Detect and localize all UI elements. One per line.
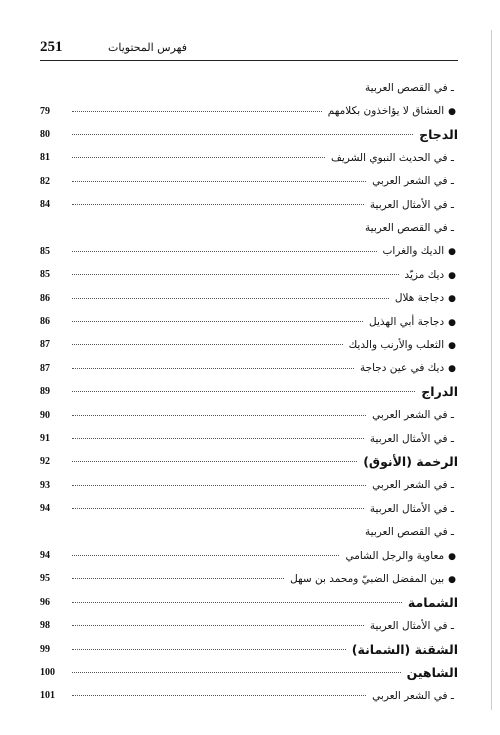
toc-bullet-item — [40, 357, 458, 380]
bullet-icon: ● — [448, 340, 456, 351]
dot-leader — [72, 625, 364, 626]
toc-bullet-item — [40, 567, 458, 590]
toc-entry-label — [290, 573, 456, 585]
toc-page-number: 84 — [40, 199, 50, 211]
dot-leader — [72, 672, 401, 673]
dot-leader — [72, 461, 357, 462]
toc-entry-text: ديك مزيّد — [404, 268, 445, 281]
toc-page-number: 90 — [40, 409, 50, 421]
toc-entry-label: ـ في الأمثال العربية — [369, 432, 454, 445]
dot-leader — [72, 438, 364, 439]
toc-subentry — [40, 474, 458, 497]
bullet-icon: ● — [448, 247, 456, 258]
bullet-icon: ● — [448, 551, 456, 562]
dot-leader — [72, 485, 366, 486]
toc-entry-label: ـ في الأمثال العربية — [369, 502, 454, 515]
toc-bullet-item — [40, 544, 458, 567]
page-number: 251 — [40, 39, 63, 55]
toc-entry-label: ـ في القصص العربية — [365, 222, 454, 235]
toc-page-number: 94 — [40, 550, 50, 561]
toc-subentry — [40, 520, 458, 543]
page-header — [40, 38, 458, 61]
toc-subentry — [40, 170, 458, 193]
toc-entry-label: ـ في القصص العربية — [365, 526, 454, 539]
toc-subentry — [40, 614, 458, 637]
toc-entry-label: ـ في الشعر العربي — [372, 409, 454, 422]
toc-heading — [40, 591, 458, 614]
toc-subentry — [40, 146, 458, 169]
toc-entry-label: ـ في الأمثال العربية — [369, 619, 454, 632]
dot-leader — [72, 134, 413, 135]
toc-page-number: 94 — [40, 503, 50, 515]
dot-leader — [72, 321, 363, 322]
toc-subentry — [40, 497, 458, 520]
toc-bullet-item — [40, 240, 458, 263]
toc-entry-text: الديك والغراب — [382, 245, 445, 258]
toc-page-number: 98 — [40, 620, 50, 632]
dot-leader — [72, 578, 284, 579]
toc-page-number: 85 — [40, 245, 50, 257]
toc-subentry — [40, 193, 458, 216]
toc-page-number: 95 — [40, 573, 50, 585]
toc-entry-label — [328, 105, 456, 117]
toc-page-number: 101 — [40, 690, 55, 702]
toc-entry-label — [369, 316, 456, 328]
dot-leader — [72, 649, 346, 650]
toc-entry-label: ـ في الشعر العربي — [372, 175, 454, 188]
dot-leader — [72, 368, 354, 369]
dot-leader — [72, 157, 325, 158]
dot-leader — [72, 204, 364, 205]
dot-leader — [72, 274, 399, 275]
toc-page-number: 79 — [40, 105, 50, 117]
toc-subentry — [40, 76, 458, 99]
bullet-icon: ● — [448, 107, 456, 118]
dot-leader — [72, 555, 339, 556]
dot-leader — [72, 344, 343, 345]
toc-entry-label: الدجاج — [419, 126, 458, 142]
toc-entry-text: الثعلب والأرنب والديك — [348, 338, 445, 351]
toc-bullet-item — [40, 287, 458, 310]
toc-entry-text: بين المفضل الضبيّ ومحمد بن سهل — [290, 572, 445, 585]
toc-page-number: 86 — [40, 316, 50, 328]
toc-entry-label: الدراج — [421, 384, 458, 400]
toc-page-number: 93 — [40, 479, 50, 491]
toc-heading — [40, 450, 458, 473]
dot-leader — [72, 602, 402, 603]
page-edge — [487, 30, 492, 710]
dot-leader — [72, 298, 389, 299]
toc-page-number: 80 — [40, 128, 50, 140]
toc-subentry — [40, 427, 458, 450]
dot-leader — [72, 415, 366, 416]
bullet-icon: ● — [448, 574, 456, 585]
toc-page-number: 85 — [40, 269, 50, 281]
dot-leader — [72, 391, 415, 392]
toc-page-number: 87 — [40, 339, 50, 351]
toc-page-number: 82 — [40, 175, 50, 187]
toc-entry-text: دجاجة أبي الهذيل — [369, 315, 445, 328]
dot-leader — [72, 508, 364, 509]
toc-page-number: 89 — [40, 386, 50, 398]
toc-entry-label — [395, 292, 456, 304]
toc-page-number: 91 — [40, 433, 50, 445]
dot-leader — [72, 251, 377, 252]
toc-entry-label — [360, 362, 456, 374]
toc-entry-label — [405, 269, 457, 281]
bullet-icon: ● — [448, 294, 456, 305]
toc-entry-label: ـ في الشعر العربي — [372, 689, 454, 702]
toc-entry-label — [383, 245, 456, 257]
toc-entry-text: العشاق لا يؤاخذون بكلامهم — [327, 105, 445, 118]
dot-leader — [72, 111, 322, 112]
toc-entry-label: ـ في الأمثال العربية — [369, 198, 454, 211]
bullet-icon: ● — [448, 270, 456, 281]
toc-subentry — [40, 684, 458, 707]
toc-entry-label: الشقنة (الشمانة) — [351, 641, 458, 657]
toc-heading — [40, 637, 458, 660]
dot-leader — [72, 695, 366, 696]
toc-entry-label: الرخمة (الأنوق) — [363, 454, 458, 470]
toc-entry-label — [349, 339, 456, 351]
toc-page-number: 99 — [40, 643, 50, 655]
toc-entry-label: ـ في الشعر العربي — [372, 479, 454, 492]
toc-bullet-item — [40, 333, 458, 356]
toc-entry-label — [345, 550, 456, 562]
toc-heading — [40, 661, 458, 684]
table-of-contents — [40, 76, 458, 708]
toc-entry-label: ـ في الحديث النبوي الشريف — [330, 151, 454, 164]
toc-entry-text: معاوية والرجل الشامي — [345, 549, 445, 562]
toc-bullet-item — [40, 263, 458, 286]
toc-heading — [40, 380, 458, 403]
dot-leader — [72, 181, 366, 182]
toc-subentry — [40, 403, 458, 426]
toc-page-number: 87 — [40, 362, 50, 374]
toc-heading — [40, 123, 458, 146]
toc-bullet-item — [40, 99, 458, 122]
toc-entry-label: ـ في القصص العربية — [365, 81, 454, 94]
bullet-icon: ● — [448, 317, 456, 328]
toc-entry-label: الشاهين — [406, 664, 458, 680]
toc-subentry — [40, 216, 458, 239]
toc-page-number: 96 — [40, 596, 50, 608]
running-title: فهرس المحتويات — [108, 41, 187, 54]
toc-page-number: 86 — [40, 292, 50, 304]
toc-bullet-item — [40, 310, 458, 333]
toc-entry-label: الشمامة — [407, 594, 458, 610]
toc-page-number: 81 — [40, 152, 50, 164]
toc-page-number: 92 — [40, 456, 50, 468]
toc-page-number: 100 — [40, 666, 55, 678]
toc-entry-text: دجاجة هلال — [394, 292, 445, 305]
toc-entry-text: ديك في عين دجاجة — [359, 362, 445, 375]
bullet-icon: ● — [448, 364, 456, 375]
